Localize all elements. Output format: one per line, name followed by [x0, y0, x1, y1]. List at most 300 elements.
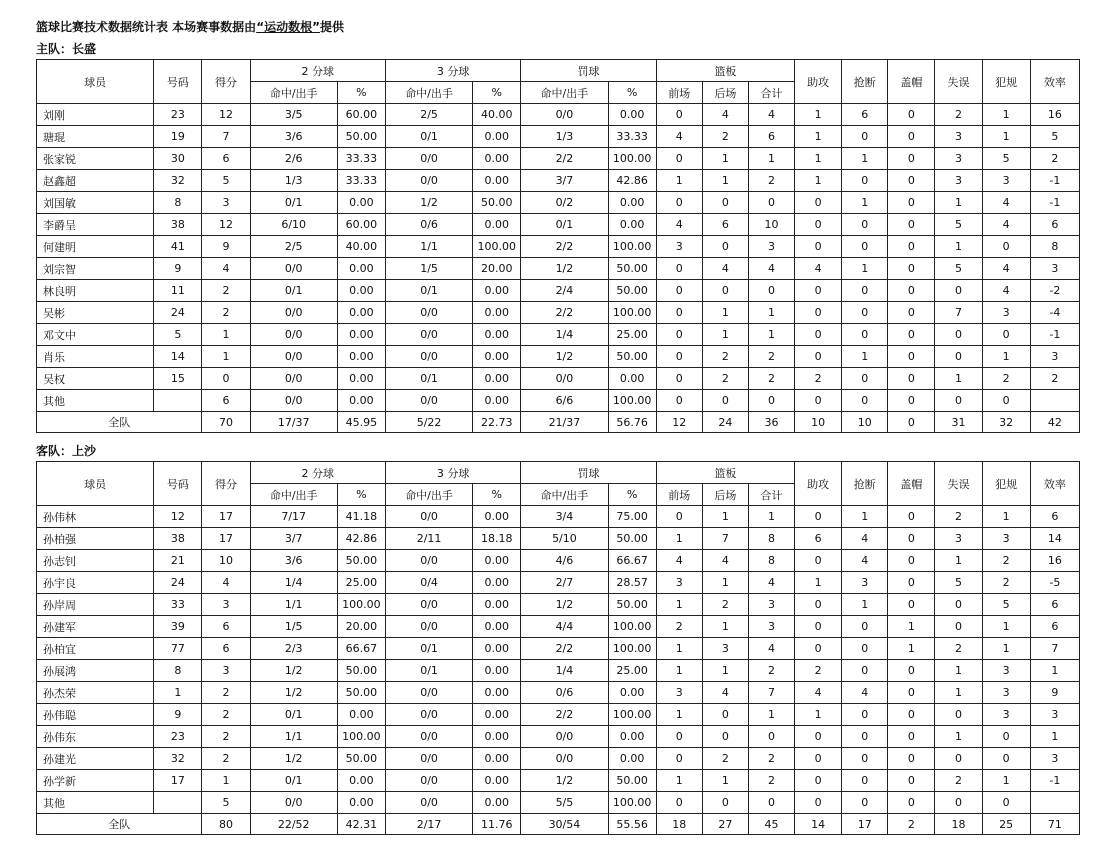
cell-ft-made: 3/4	[521, 506, 608, 528]
cell-points: 5	[202, 792, 250, 814]
cell-two-pt-pct: 60.00	[337, 104, 385, 126]
cell-blocks: 0	[888, 704, 935, 726]
cell-points: 6	[202, 616, 250, 638]
cell-blocks: 0	[888, 214, 935, 236]
cell-turnovers: 2	[935, 506, 982, 528]
cell-blocks: 0	[888, 506, 935, 528]
cell-reb-off: 1	[656, 528, 702, 550]
cell-ft-made: 2/2	[521, 236, 608, 258]
cell-steals: 0	[842, 214, 888, 236]
cell-efficiency: -1	[1030, 324, 1079, 346]
cell-ft-made: 0/0	[521, 748, 608, 770]
cell-two-pt-pct: 50.00	[337, 126, 385, 148]
cell-two-pt-pct: 0.00	[337, 704, 385, 726]
cell-reb-total: 1	[748, 506, 794, 528]
cell-player: 孙柏强	[37, 528, 154, 550]
cell-reb-total: 1	[748, 324, 794, 346]
cell-blocks: 0	[888, 792, 935, 814]
total-blocks: 0	[888, 412, 935, 433]
data-provider: “运动数根”	[256, 20, 320, 34]
cell-player: 张家锐	[37, 148, 154, 170]
cell-ft-pct: 33.33	[608, 126, 656, 148]
cell-three-pt-pct: 0.00	[473, 390, 521, 412]
cell-three-pt-pct: 0.00	[473, 682, 521, 704]
subheader-made-attempted: 命中/出手	[385, 82, 472, 104]
cell-ft-made: 4/4	[521, 616, 608, 638]
cell-fouls: 0	[982, 726, 1030, 748]
cell-three-pt-pct: 0.00	[473, 324, 521, 346]
cell-reb-total: 0	[748, 792, 794, 814]
cell-fouls: 3	[982, 682, 1030, 704]
cell-efficiency: 2	[1030, 368, 1079, 390]
cell-points: 4	[202, 258, 250, 280]
cell-points: 2	[202, 704, 250, 726]
cell-reb-total: 2	[748, 770, 794, 792]
cell-assists: 0	[795, 302, 842, 324]
cell-points: 1	[202, 324, 250, 346]
cell-reb-total: 10	[748, 214, 794, 236]
cell-three-pt-made: 1/1	[385, 236, 472, 258]
cell-points: 1	[202, 770, 250, 792]
cell-reb-total: 6	[748, 126, 794, 148]
header-number: 号码	[154, 60, 202, 104]
subheader-total: 合计	[748, 484, 794, 506]
cell-steals: 1	[842, 148, 888, 170]
cell-two-pt-pct: 42.86	[337, 528, 385, 550]
cell-blocks: 0	[888, 726, 935, 748]
player-row	[37, 324, 1080, 346]
cell-reb-off: 4	[656, 550, 702, 572]
cell-steals: 4	[842, 550, 888, 572]
cell-ft-made: 5/5	[521, 792, 608, 814]
total-fouls: 32	[982, 412, 1030, 433]
total-points: 70	[202, 412, 250, 433]
total-reb-def: 27	[702, 814, 748, 835]
cell-points: 4	[202, 572, 250, 594]
cell-assists: 0	[795, 192, 842, 214]
cell-reb-def: 2	[702, 594, 748, 616]
cell-ft-pct: 50.00	[608, 346, 656, 368]
player-row	[37, 748, 1080, 770]
cell-fouls: 5	[982, 148, 1030, 170]
cell-points: 2	[202, 748, 250, 770]
cell-reb-off: 0	[656, 258, 702, 280]
cell-reb-def: 4	[702, 550, 748, 572]
cell-reb-off: 0	[656, 192, 702, 214]
cell-fouls: 4	[982, 214, 1030, 236]
cell-ft-pct: 100.00	[608, 704, 656, 726]
cell-assists: 0	[795, 236, 842, 258]
cell-efficiency: 3	[1030, 258, 1079, 280]
cell-turnovers: 0	[935, 324, 982, 346]
cell-steals: 0	[842, 170, 888, 192]
cell-player: 孙建光	[37, 748, 154, 770]
header-row	[37, 462, 1080, 484]
cell-three-pt-pct: 100.00	[473, 236, 521, 258]
cell-reb-off: 0	[656, 726, 702, 748]
cell-fouls: 1	[982, 346, 1030, 368]
cell-number: 38	[154, 214, 202, 236]
cell-ft-pct: 50.00	[608, 594, 656, 616]
cell-reb-total: 4	[748, 258, 794, 280]
cell-ft-pct: 100.00	[608, 236, 656, 258]
cell-blocks: 0	[888, 572, 935, 594]
cell-reb-off: 0	[656, 148, 702, 170]
cell-reb-def: 2	[702, 346, 748, 368]
cell-reb-def: 1	[702, 148, 748, 170]
header-assists: 助攻	[795, 60, 842, 104]
cell-assists: 1	[795, 704, 842, 726]
cell-ft-made: 1/3	[521, 126, 608, 148]
cell-two-pt-pct: 0.00	[337, 324, 385, 346]
cell-number: 15	[154, 368, 202, 390]
cell-steals: 0	[842, 324, 888, 346]
cell-fouls: 2	[982, 368, 1030, 390]
player-row	[37, 104, 1080, 126]
cell-ft-made: 6/6	[521, 390, 608, 412]
cell-player: 孙岸周	[37, 594, 154, 616]
cell-points: 10	[202, 550, 250, 572]
cell-reb-off: 0	[656, 302, 702, 324]
cell-turnovers: 1	[935, 660, 982, 682]
cell-reb-def: 2	[702, 368, 748, 390]
cell-reb-total: 2	[748, 346, 794, 368]
cell-ft-pct: 50.00	[608, 280, 656, 302]
cell-three-pt-made: 2/11	[385, 528, 472, 550]
subheader-pct: %	[337, 484, 385, 506]
home-team-label: 主队：长盛	[36, 42, 97, 56]
cell-player: 孙展鸿	[37, 660, 154, 682]
total-efficiency: 71	[1030, 814, 1079, 835]
cell-assists: 0	[795, 346, 842, 368]
cell-assists: 4	[795, 258, 842, 280]
cell-efficiency: 3	[1030, 748, 1079, 770]
cell-reb-off: 1	[656, 660, 702, 682]
cell-two-pt-made: 1/1	[250, 726, 337, 748]
cell-three-pt-made: 0/0	[385, 682, 472, 704]
cell-ft-made: 2/7	[521, 572, 608, 594]
cell-reb-total: 1	[748, 704, 794, 726]
cell-two-pt-made: 2/3	[250, 638, 337, 660]
cell-reb-def: 1	[702, 302, 748, 324]
cell-three-pt-pct: 0.00	[473, 214, 521, 236]
cell-ft-made: 5/10	[521, 528, 608, 550]
cell-three-pt-pct: 0.00	[473, 368, 521, 390]
cell-fouls: 3	[982, 170, 1030, 192]
cell-fouls: 0	[982, 748, 1030, 770]
cell-blocks: 0	[888, 104, 935, 126]
cell-blocks: 0	[888, 550, 935, 572]
cell-ft-made: 1/2	[521, 258, 608, 280]
cell-three-pt-pct: 0.00	[473, 550, 521, 572]
cell-efficiency: 5	[1030, 126, 1079, 148]
cell-efficiency: 7	[1030, 638, 1079, 660]
total-ft-pct: 55.56	[608, 814, 656, 835]
cell-reb-off: 1	[656, 170, 702, 192]
cell-two-pt-pct: 50.00	[337, 748, 385, 770]
cell-ft-pct: 42.86	[608, 170, 656, 192]
cell-three-pt-pct: 0.00	[473, 770, 521, 792]
cell-two-pt-made: 0/0	[250, 258, 337, 280]
player-row	[37, 368, 1080, 390]
cell-blocks: 0	[888, 594, 935, 616]
cell-number: 41	[154, 236, 202, 258]
cell-reb-off: 0	[656, 792, 702, 814]
total-ft-made: 21/37	[521, 412, 608, 433]
subheader-pct: %	[608, 484, 656, 506]
cell-two-pt-made: 2/5	[250, 236, 337, 258]
header-two-pt: 2 分球	[250, 60, 385, 82]
cell-reb-def: 0	[702, 280, 748, 302]
cell-reb-def: 4	[702, 104, 748, 126]
team-total-row	[37, 814, 1080, 835]
cell-ft-pct: 100.00	[608, 302, 656, 324]
cell-three-pt-pct: 20.00	[473, 258, 521, 280]
cell-steals: 0	[842, 390, 888, 412]
cell-turnovers: 5	[935, 572, 982, 594]
total-efficiency: 42	[1030, 412, 1079, 433]
cell-reb-total: 4	[748, 104, 794, 126]
cell-points: 2	[202, 682, 250, 704]
cell-two-pt-pct: 0.00	[337, 792, 385, 814]
cell-turnovers: 5	[935, 214, 982, 236]
cell-points: 3	[202, 594, 250, 616]
cell-two-pt-pct: 0.00	[337, 192, 385, 214]
cell-steals: 0	[842, 302, 888, 324]
cell-reb-off: 0	[656, 280, 702, 302]
cell-reb-total: 1	[748, 302, 794, 324]
subheader-pct: %	[473, 82, 521, 104]
total-label: 全队	[37, 412, 202, 433]
player-row	[37, 126, 1080, 148]
cell-two-pt-made: 0/1	[250, 770, 337, 792]
cell-player: 孙伟东	[37, 726, 154, 748]
cell-two-pt-made: 3/6	[250, 126, 337, 148]
cell-ft-pct: 75.00	[608, 506, 656, 528]
cell-two-pt-pct: 50.00	[337, 682, 385, 704]
cell-reb-def: 1	[702, 660, 748, 682]
cell-steals: 0	[842, 792, 888, 814]
subheader-total: 合计	[748, 82, 794, 104]
cell-player: 孙学新	[37, 770, 154, 792]
cell-points: 17	[202, 528, 250, 550]
player-row	[37, 148, 1080, 170]
cell-reb-total: 4	[748, 572, 794, 594]
subheader-made-attempted: 命中/出手	[521, 82, 608, 104]
cell-player: 孙杰荣	[37, 682, 154, 704]
cell-points: 7	[202, 126, 250, 148]
cell-efficiency: 6	[1030, 214, 1079, 236]
player-row	[37, 170, 1080, 192]
header-player: 球员	[37, 462, 154, 506]
cell-three-pt-pct: 0.00	[473, 346, 521, 368]
subheader-pct: %	[473, 484, 521, 506]
cell-player: 吴彬	[37, 302, 154, 324]
cell-efficiency: 6	[1030, 594, 1079, 616]
total-turnovers: 31	[935, 412, 982, 433]
cell-reb-total: 2	[748, 748, 794, 770]
cell-reb-total: 0	[748, 390, 794, 412]
player-row	[37, 236, 1080, 258]
cell-three-pt-pct: 0.00	[473, 302, 521, 324]
cell-turnovers: 0	[935, 346, 982, 368]
cell-assists: 1	[795, 572, 842, 594]
cell-number: 30	[154, 148, 202, 170]
cell-blocks: 0	[888, 682, 935, 704]
player-row	[37, 638, 1080, 660]
cell-reb-total: 4	[748, 638, 794, 660]
cell-ft-made: 0/0	[521, 726, 608, 748]
cell-three-pt-made: 0/0	[385, 506, 472, 528]
player-row	[37, 550, 1080, 572]
cell-three-pt-pct: 0.00	[473, 638, 521, 660]
cell-steals: 0	[842, 280, 888, 302]
cell-ft-made: 1/4	[521, 660, 608, 682]
cell-turnovers: 5	[935, 258, 982, 280]
cell-turnovers: 0	[935, 748, 982, 770]
total-ft-pct: 56.76	[608, 412, 656, 433]
cell-ft-made: 0/0	[521, 368, 608, 390]
cell-two-pt-pct: 0.00	[337, 302, 385, 324]
cell-two-pt-made: 0/1	[250, 192, 337, 214]
cell-turnovers: 0	[935, 792, 982, 814]
cell-ft-pct: 0.00	[608, 368, 656, 390]
cell-ft-made: 1/2	[521, 770, 608, 792]
cell-points: 6	[202, 390, 250, 412]
total-two-pt-pct: 45.95	[337, 412, 385, 433]
cell-number: 17	[154, 770, 202, 792]
header-three-pt: 3 分球	[385, 462, 520, 484]
header-efficiency: 效率	[1030, 462, 1079, 506]
cell-reb-total: 8	[748, 550, 794, 572]
cell-number: 23	[154, 104, 202, 126]
player-row	[37, 192, 1080, 214]
cell-number: 8	[154, 660, 202, 682]
cell-three-pt-made: 0/1	[385, 280, 472, 302]
cell-number	[154, 792, 202, 814]
cell-efficiency: 9	[1030, 682, 1079, 704]
team-total-row	[37, 412, 1080, 433]
title-prefix: 篮球比赛技术数据统计表 本场赛事数据由	[36, 20, 257, 34]
cell-turnovers: 1	[935, 550, 982, 572]
cell-blocks: 0	[888, 236, 935, 258]
cell-fouls: 2	[982, 572, 1030, 594]
cell-ft-pct: 100.00	[608, 638, 656, 660]
cell-ft-pct: 0.00	[608, 214, 656, 236]
cell-two-pt-made: 3/5	[250, 104, 337, 126]
cell-reb-def: 1	[702, 324, 748, 346]
cell-ft-pct: 50.00	[608, 258, 656, 280]
cell-assists: 1	[795, 148, 842, 170]
cell-two-pt-made: 0/0	[250, 368, 337, 390]
header-turnovers: 失误	[935, 60, 982, 104]
cell-reb-total: 2	[748, 170, 794, 192]
cell-fouls: 3	[982, 528, 1030, 550]
cell-reb-def: 1	[702, 770, 748, 792]
header-row	[37, 60, 1080, 82]
cell-number: 24	[154, 302, 202, 324]
cell-three-pt-made: 0/0	[385, 346, 472, 368]
cell-blocks: 0	[888, 528, 935, 550]
cell-reb-off: 3	[656, 682, 702, 704]
player-row	[37, 572, 1080, 594]
total-ft-made: 30/54	[521, 814, 608, 835]
player-row	[37, 528, 1080, 550]
cell-fouls: 3	[982, 302, 1030, 324]
cell-assists: 0	[795, 726, 842, 748]
cell-assists: 0	[795, 324, 842, 346]
cell-steals: 0	[842, 126, 888, 148]
cell-blocks: 0	[888, 302, 935, 324]
cell-three-pt-made: 0/0	[385, 550, 472, 572]
cell-ft-pct: 0.00	[608, 748, 656, 770]
cell-three-pt-pct: 0.00	[473, 280, 521, 302]
cell-assists: 0	[795, 506, 842, 528]
cell-reb-total: 0	[748, 192, 794, 214]
cell-two-pt-pct: 33.33	[337, 148, 385, 170]
cell-fouls: 0	[982, 390, 1030, 412]
cell-three-pt-made: 0/0	[385, 704, 472, 726]
cell-reb-off: 1	[656, 638, 702, 660]
cell-reb-off: 0	[656, 748, 702, 770]
cell-two-pt-made: 1/2	[250, 748, 337, 770]
cell-two-pt-made: 1/4	[250, 572, 337, 594]
cell-ft-made: 4/6	[521, 550, 608, 572]
cell-reb-total: 2	[748, 660, 794, 682]
cell-two-pt-pct: 50.00	[337, 550, 385, 572]
cell-three-pt-pct: 0.00	[473, 170, 521, 192]
cell-turnovers: 0	[935, 594, 982, 616]
cell-blocks: 0	[888, 660, 935, 682]
header-blocks: 盖帽	[888, 462, 935, 506]
cell-ft-pct: 100.00	[608, 792, 656, 814]
cell-steals: 0	[842, 660, 888, 682]
cell-efficiency: -1	[1030, 770, 1079, 792]
cell-steals: 1	[842, 192, 888, 214]
total-two-pt-made: 17/37	[250, 412, 337, 433]
cell-steals: 0	[842, 726, 888, 748]
cell-reb-def: 0	[702, 792, 748, 814]
cell-steals: 0	[842, 616, 888, 638]
cell-player: 邓文中	[37, 324, 154, 346]
cell-efficiency: 3	[1030, 704, 1079, 726]
cell-three-pt-pct: 0.00	[473, 506, 521, 528]
cell-assists: 0	[795, 792, 842, 814]
cell-points: 17	[202, 506, 250, 528]
header-points: 得分	[202, 462, 250, 506]
cell-efficiency: -2	[1030, 280, 1079, 302]
cell-two-pt-made: 3/7	[250, 528, 337, 550]
header-assists: 助攻	[795, 462, 842, 506]
cell-reb-def: 6	[702, 214, 748, 236]
cell-ft-made: 2/2	[521, 638, 608, 660]
cell-ft-made: 0/2	[521, 192, 608, 214]
cell-number: 39	[154, 616, 202, 638]
header-rebounds: 篮板	[656, 60, 794, 82]
home-stats-table	[36, 59, 1080, 433]
subheader-offensive: 前场	[656, 82, 702, 104]
cell-reb-def: 1	[702, 170, 748, 192]
cell-two-pt-pct: 41.18	[337, 506, 385, 528]
cell-turnovers: 0	[935, 280, 982, 302]
cell-reb-def: 3	[702, 638, 748, 660]
cell-two-pt-pct: 33.33	[337, 170, 385, 192]
total-assists: 10	[795, 412, 842, 433]
cell-fouls: 1	[982, 616, 1030, 638]
header-free-throw: 罚球	[521, 60, 656, 82]
cell-reb-total: 8	[748, 528, 794, 550]
cell-ft-pct: 100.00	[608, 148, 656, 170]
